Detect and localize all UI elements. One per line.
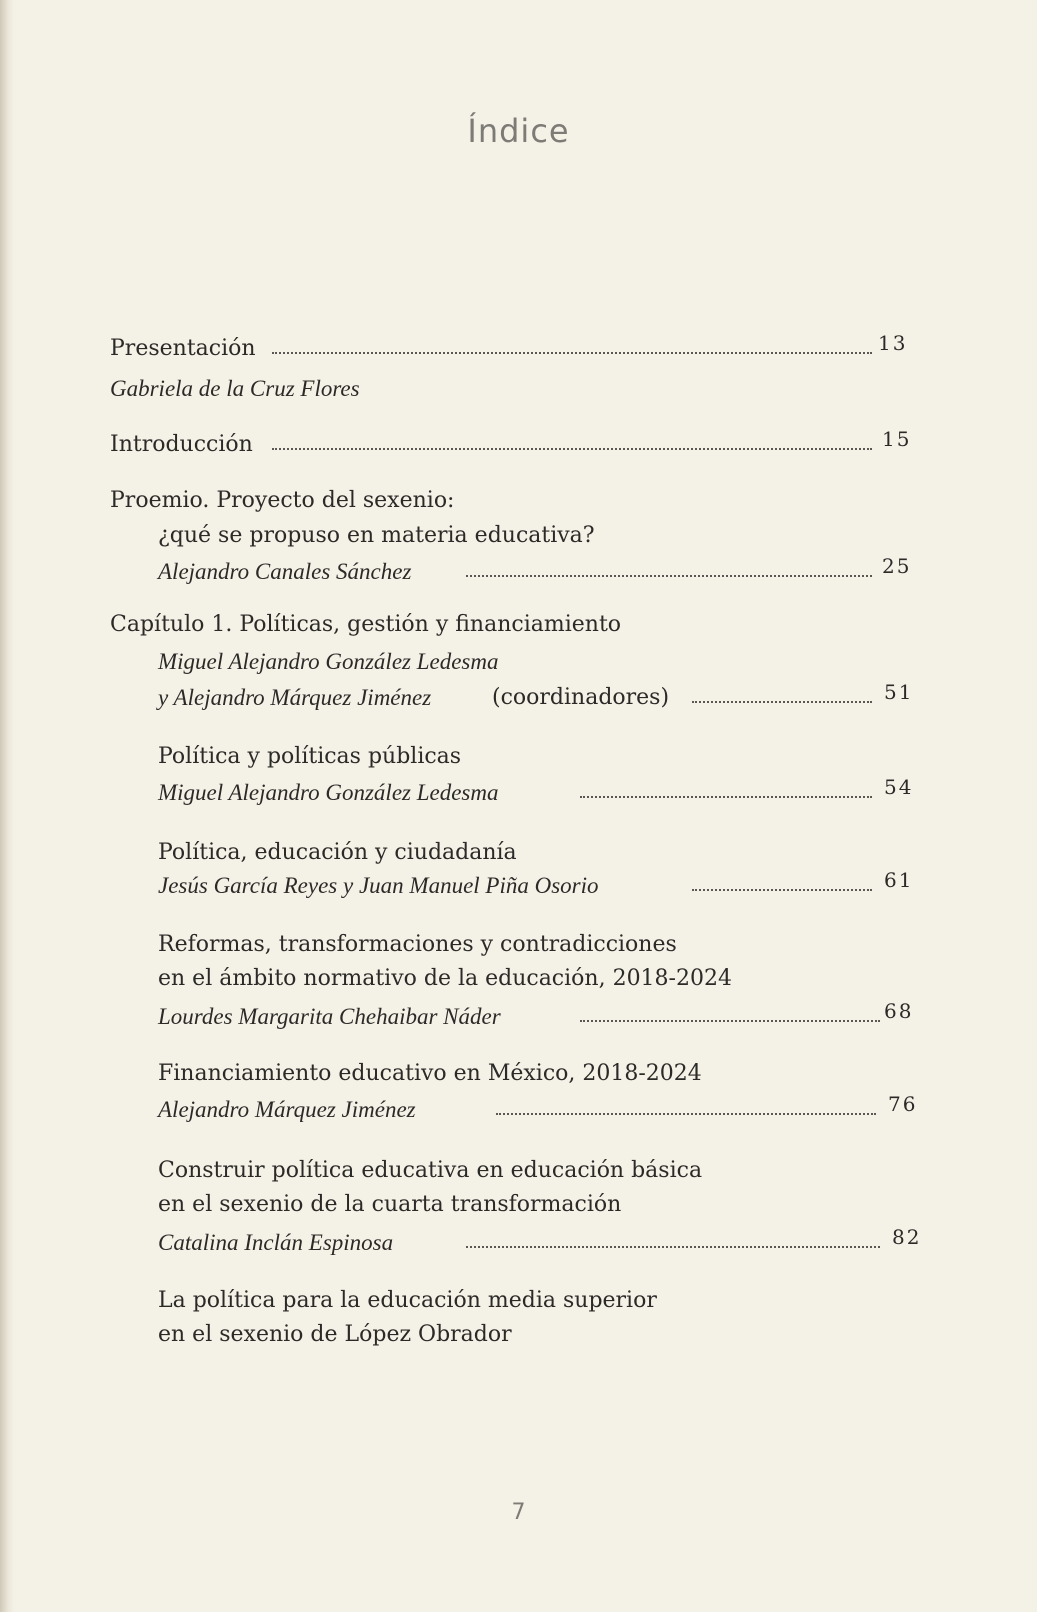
entry-author: Miguel Alejandro González Ledesma (158, 776, 507, 810)
toc-entry-proemio[interactable] (0, 484, 1037, 518)
entry-author: Jesús García Reyes y Juan Manuel Piña Osorio (158, 869, 607, 903)
entry-page-number: 76 (888, 1092, 918, 1116)
entry-author: Catalina Inclán Espinosa (158, 1226, 401, 1260)
dot-leader (580, 1020, 880, 1022)
entry-page-number: 82 (892, 1225, 922, 1249)
toc-entry-financiamiento[interactable] (0, 1057, 1037, 1091)
dot-leader (466, 1246, 880, 1248)
entry-author: Alejandro Márquez Jiménez (158, 1093, 424, 1127)
entry-title-line: Reformas, transformaciones y contradicciones (158, 928, 685, 962)
entry-title-line: en el sexenio de López Obrador (158, 1318, 520, 1352)
entry-author-role: (coordinadores) (492, 681, 677, 715)
toc-entry-reformas[interactable] (0, 928, 1037, 962)
entry-title: Introducción (110, 428, 261, 462)
dot-leader (272, 352, 872, 354)
entry-title: Financiamiento educativo en México, 2018-2024 (158, 1057, 710, 1091)
dot-leader (580, 796, 872, 798)
entry-title: Presentación (110, 332, 264, 366)
entry-author: y Alejandro Márquez Jiménez (158, 681, 439, 715)
dot-leader (272, 448, 872, 450)
page-number: 7 (511, 1500, 526, 1525)
entry-title-line: La política para la educación media superior (158, 1284, 665, 1318)
entry-author: Gabriela de la Cruz Flores (110, 372, 368, 406)
entry-page-number: 51 (884, 680, 914, 704)
entry-author: Lourdes Margarita Chehaibar Náder (158, 1000, 509, 1034)
toc-entry-politica-ciudadania[interactable] (0, 836, 1037, 870)
entry-title: Capítulo 1. Políticas, gestión y financiamiento (110, 608, 629, 642)
dot-leader (692, 701, 872, 703)
entry-page-number: 25 (882, 554, 912, 578)
dot-leader (496, 1113, 876, 1115)
entry-title-line: en el ámbito normativo de la educación, 2018-2024 (158, 962, 740, 996)
entry-page-number: 15 (882, 427, 912, 451)
entry-title-line: en el sexenio de la cuarta transformación (158, 1188, 629, 1222)
entry-title: Política y políticas públicas (158, 740, 469, 774)
entry-title: Política, educación y ciudadanía (158, 836, 525, 870)
entry-title-line: ¿qué se propuso en materia educativa? (158, 519, 603, 553)
entry-page-number: 13 (878, 331, 908, 355)
toc-entry-politica-publicas[interactable] (0, 740, 1037, 774)
entry-page-number: 68 (884, 999, 914, 1023)
toc-entry-construir[interactable] (0, 1154, 1037, 1188)
entry-author: Alejandro Canales Sánchez (158, 555, 419, 589)
entry-page-number: 61 (884, 868, 914, 892)
entry-author: Miguel Alejandro González Ledesma (158, 645, 507, 679)
entry-title-line: Proemio. Proyecto del sexenio: (110, 484, 462, 518)
dot-leader (466, 575, 872, 577)
dot-leader (692, 889, 872, 891)
toc-entry-capitulo-1[interactable] (0, 608, 1037, 642)
toc-entry-media-superior[interactable] (0, 1284, 1037, 1318)
toc-entry-introduccion[interactable] (0, 428, 1037, 462)
page-title: Índice (467, 112, 570, 150)
entry-title-line: Construir política educativa en educación básica (158, 1154, 710, 1188)
toc-entry-presentacion[interactable] (0, 332, 1037, 366)
entry-page-number: 54 (884, 775, 914, 799)
